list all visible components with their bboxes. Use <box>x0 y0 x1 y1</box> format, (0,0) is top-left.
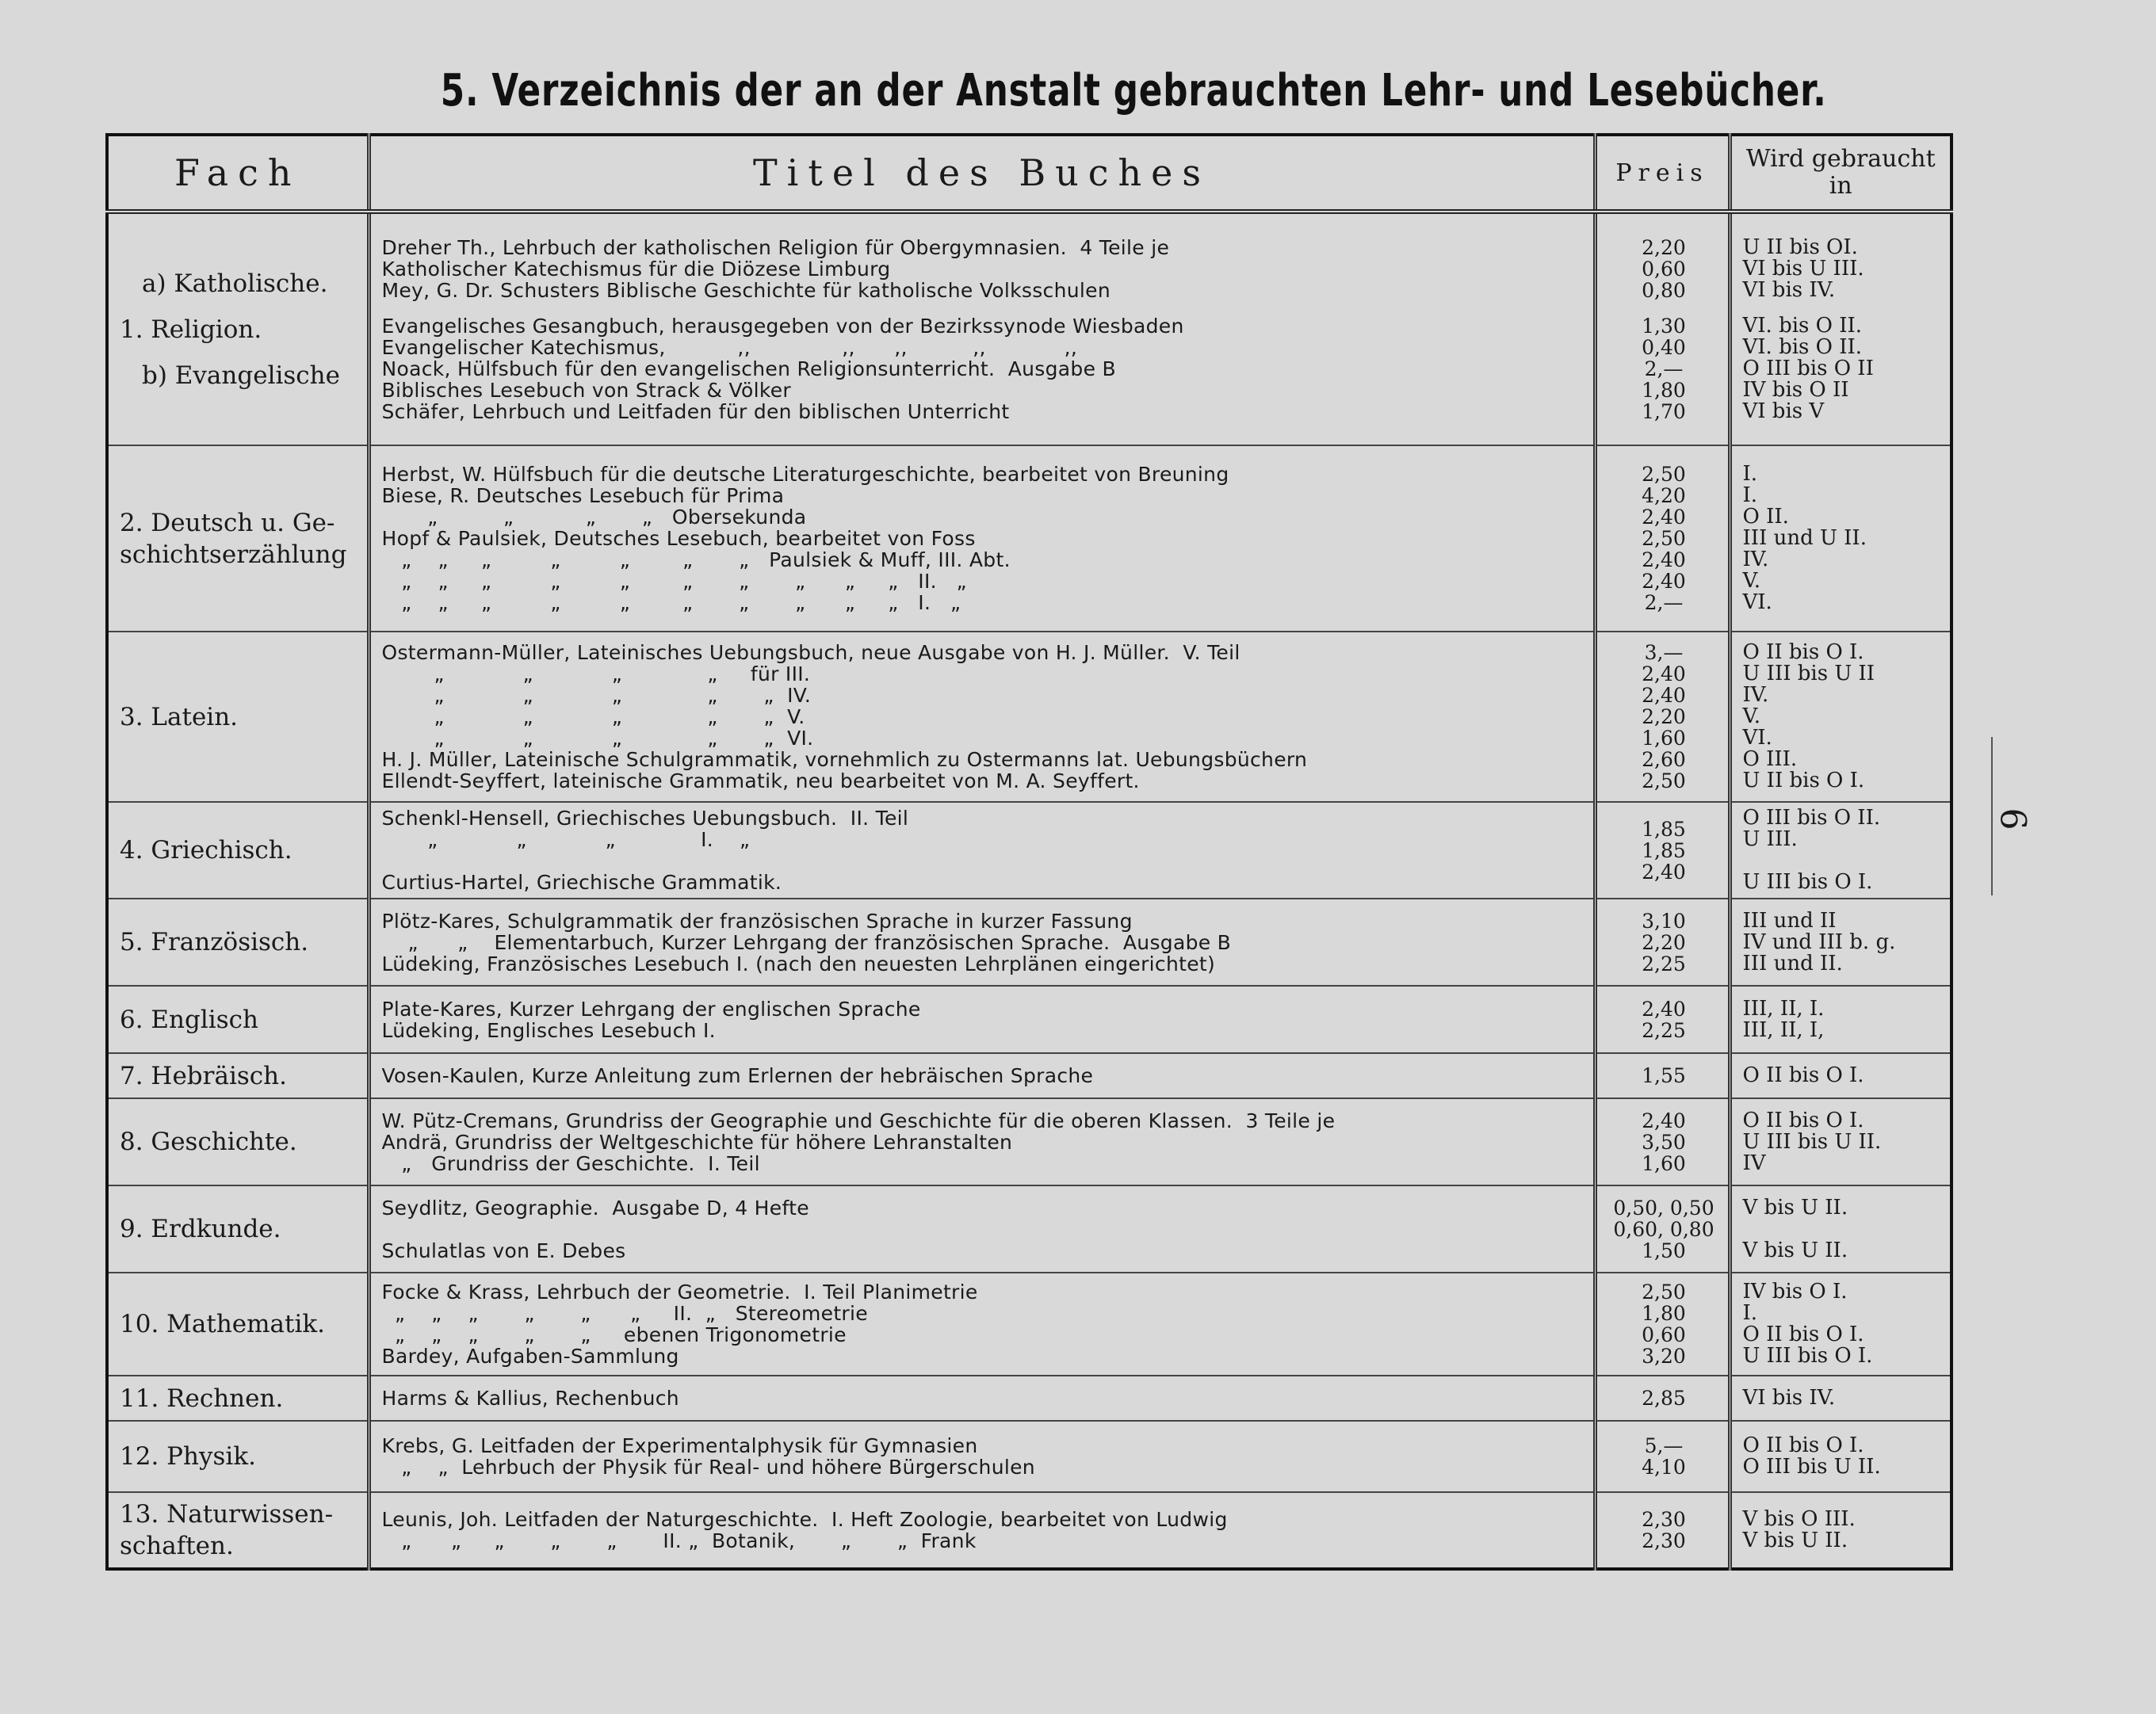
preis-line: 2,40 <box>1642 1109 1686 1132</box>
header-titel: Titel des Buches <box>369 135 1595 212</box>
fach-label: 2. Deutsch u. Ge- <box>120 508 335 537</box>
preis-line: 2,25 <box>1642 1018 1686 1042</box>
spacer <box>382 301 1585 315</box>
fach-label: 10. Mathematik. <box>120 1310 326 1338</box>
titel-line: Vosen-Kaulen, Kurze Anleitung zum Erlernen der hebräischen Sprache <box>381 1065 1094 1086</box>
titel-line: „ „ Lehrbuch der Physik für Real- und höhere Bürgerschulen <box>381 1456 1035 1478</box>
table-row <box>107 1185 1951 1273</box>
preis-line: 2,20 <box>1642 705 1686 728</box>
titel-line: Biblisches Lesebuch von Strack & Völker <box>381 379 791 401</box>
titel-line: Evangelisches Gesangbuch, herausgegeben von der Bezirkssynode Wiesbaden <box>381 315 1184 337</box>
preis-cell <box>1595 1376 1730 1421</box>
table-header-row <box>107 135 1951 212</box>
titel-cell <box>369 1376 1595 1421</box>
titel-cell <box>369 1098 1595 1185</box>
wird-line: V bis O III. <box>1742 1507 1856 1531</box>
preis-line: 4,20 <box>1642 484 1686 507</box>
titel-line: „ „ Elementarbuch, Kurzer Lehrgang der französischen Sprache. Ausgabe B <box>381 931 1232 953</box>
preis-line: 2,40 <box>1642 997 1686 1021</box>
spacer <box>1743 301 1943 315</box>
preis-line: 1,85 <box>1642 817 1686 841</box>
spacer <box>1743 850 1943 872</box>
fach-cell <box>107 1053 369 1098</box>
titel-line: „ „ „ „ Obersekunda <box>381 506 807 528</box>
fach-label: 7. Hebräisch. <box>120 1061 287 1090</box>
wird-line: V. <box>1742 569 1760 593</box>
wird-line: VI. <box>1742 726 1772 750</box>
preis-line: 2,85 <box>1642 1387 1686 1410</box>
table-body <box>107 212 1951 1569</box>
titel-line: Plötz-Kares, Schulgrammatik der französischen Sprache in kurzer Fassung <box>381 910 1133 932</box>
preis-line: 2,40 <box>1642 506 1686 529</box>
titel-line: „ „ „ „ „ VI. <box>381 727 814 749</box>
titel-line: Leunis, Joh. Leitfaden der Naturgeschichte. I. Heft Zoologie, bearbeitet von Ludwig <box>381 1509 1228 1530</box>
wird-cell <box>1730 632 1951 802</box>
wird-line: V bis U II. <box>1742 1529 1848 1552</box>
table-row <box>107 802 1951 899</box>
wird-line: VI bis U III. <box>1742 256 1864 281</box>
titel-line: Lüdeking, Englisches Lesebuch I. <box>381 1019 716 1041</box>
fach-label: 9. Erdkunde. <box>120 1215 281 1243</box>
fach-label: 12. Physik. <box>120 1442 256 1471</box>
preis-line: 0,60, 0,80 <box>1613 1217 1714 1241</box>
table-row <box>107 1376 1951 1421</box>
preis-line: 1,85 <box>1642 838 1686 862</box>
preis-line: 0,60 <box>1642 1323 1686 1346</box>
preis-line: 2,50 <box>1642 769 1686 792</box>
wird-line: U III bis O I. <box>1742 870 1873 894</box>
preis-line: 1,80 <box>1642 1302 1686 1325</box>
wird-line: III und II. <box>1742 951 1843 975</box>
titel-cell <box>369 1273 1595 1376</box>
titel-line: Krebs, G. Leitfaden der Experimentalphysik für Gymnasien <box>381 1435 978 1456</box>
wird-line: O III. <box>1742 747 1798 771</box>
preis-line: 2,40 <box>1642 860 1686 884</box>
titel-line: Schenkl-Hensell, Griechisches Uebungsbuch. II. Teil <box>381 807 909 829</box>
wird-line: U III. <box>1742 827 1798 851</box>
preis-cell <box>1595 802 1730 899</box>
titel-line: „ „ „ „ „ „ II. „ Stereometrie <box>381 1303 868 1324</box>
table-row <box>107 1421 1951 1492</box>
preis-line: 2,50 <box>1642 1281 1686 1304</box>
titel-line: Biese, R. Deutsches Lesebuch für Prima <box>381 485 785 506</box>
titel-line: „ „ „ I. „ <box>381 829 751 850</box>
wird-line <box>1743 1219 1943 1240</box>
preis-line: 1,60 <box>1642 727 1686 750</box>
wird-line: U II bis O I. <box>1742 769 1865 792</box>
preis-cell <box>1595 1053 1730 1098</box>
titel-line: Schulatlas von E. Debes <box>381 1239 626 1262</box>
wird-line: O III bis O II. <box>1742 806 1881 830</box>
preis-cell <box>1595 212 1730 445</box>
preis-line: 0,50, 0,50 <box>1613 1196 1714 1220</box>
preis-cell <box>1595 1098 1730 1185</box>
wird-line: IV bis O II <box>1742 377 1849 402</box>
wird-cell <box>1730 212 1951 445</box>
preis-cell <box>1595 1421 1730 1492</box>
preis-line: 1,70 <box>1642 399 1686 423</box>
preis-line: 2,40 <box>1642 570 1686 593</box>
fach-cell <box>107 632 369 802</box>
titel-line: Bardey, Aufgaben-Sammlung <box>381 1346 679 1367</box>
wird-line: I. <box>1742 462 1758 486</box>
wird-line: VI. bis O II. <box>1742 313 1863 338</box>
wird-line: O II. <box>1742 505 1789 529</box>
preis-line: 2,30 <box>1642 1508 1686 1531</box>
titel-line: Katholischer Katechismus für die Diözese Limburg <box>381 258 891 280</box>
titel-line <box>382 1219 1585 1240</box>
titel-line: „ „ „ „ „ „ „ Paulsiek & Muff, III. Abt. <box>381 549 1011 571</box>
wird-line: I. <box>1742 483 1758 507</box>
titel-line: Hopf & Paulsiek, Deutsches Lesebuch, bearbeitet von Foss <box>381 528 976 549</box>
preis-line: 1,60 <box>1642 1151 1686 1175</box>
wird-line: IV. <box>1742 683 1769 707</box>
titel-line: „ Grundriss der Geschichte. I. Teil <box>381 1152 760 1174</box>
preis-cell <box>1595 1185 1730 1273</box>
table-row <box>107 899 1951 986</box>
preis-line: 3,20 <box>1642 1345 1686 1368</box>
preis-line: 2,40 <box>1642 684 1686 707</box>
wird-line: III und II <box>1742 908 1837 933</box>
preis-line: 3,10 <box>1642 909 1686 933</box>
table-row <box>107 1492 1951 1569</box>
wird-cell <box>1730 986 1951 1053</box>
wird-cell <box>1730 1492 1951 1569</box>
titel-line: „ „ „ „ „ „ „ „ „ „ II. „ <box>381 571 967 592</box>
titel-line: „ „ „ „ „ V. <box>381 706 805 727</box>
titel-line: Ostermann-Müller, Lateinisches Uebungsbuch, neue Ausgabe von H. J. Müller. V. Teil <box>381 642 1240 663</box>
table-row <box>107 1273 1951 1376</box>
titel-line: Ellendt-Seyffert, lateinische Grammatik, neu bearbeitet von M. A. Seyffert. <box>381 770 1140 792</box>
wird-line: V. <box>1742 704 1760 728</box>
preis-line: 1,80 <box>1642 378 1686 402</box>
preis-cell <box>1595 1492 1730 1569</box>
preis-line: 2,30 <box>1642 1529 1686 1552</box>
titel-line: Mey, G. Dr. Schusters Biblische Geschichte für katholische Volksschulen <box>381 279 1110 301</box>
titel-cell <box>369 1492 1595 1569</box>
fach-cell <box>107 802 369 899</box>
wird-line: U II bis OI. <box>1742 235 1858 259</box>
wird-line: O III bis O II <box>1742 356 1874 380</box>
fach-label: 11. Rechnen. <box>120 1384 284 1413</box>
titel-line: „ „ „ „ „ ebenen Trigonometrie <box>381 1324 847 1346</box>
fach-label: 3. Latein. <box>120 702 239 731</box>
titel-cell <box>369 445 1595 632</box>
wird-line: IV und III b. g. <box>1742 930 1896 954</box>
titel-cell <box>369 1053 1595 1098</box>
preis-line: 5,— <box>1644 1434 1684 1457</box>
titel-line: Schäfer, Lehrbuch und Leitfaden für den biblischen Unterricht <box>381 400 1010 422</box>
wird-cell <box>1730 802 1951 899</box>
wird-line: IV <box>1742 1151 1766 1175</box>
wird-line: O II bis O I. <box>1742 1063 1864 1087</box>
table-row <box>107 986 1951 1053</box>
preis-line: 4,10 <box>1642 1456 1686 1479</box>
titel-cell <box>369 899 1595 986</box>
spacer <box>382 850 1585 872</box>
header-fach: Fach <box>107 135 369 212</box>
titel-line: W. Pütz-Cremans, Grundriss der Geographie und Geschichte für die oberen Klassen. 3 Teile je <box>381 1109 1336 1132</box>
wird-cell <box>1730 899 1951 986</box>
wird-line: O II bis O I. <box>1742 1433 1864 1457</box>
wird-line: IV bis O I. <box>1742 1280 1848 1304</box>
titel-line: Seydlitz, Geographie. Ausgabe D, 4 Hefte <box>381 1197 809 1219</box>
preis-line: 1,50 <box>1642 1239 1686 1262</box>
fach-label: schaften. <box>120 1532 234 1560</box>
wird-line: IV. <box>1742 548 1769 571</box>
fach-cell <box>107 1098 369 1185</box>
wird-cell <box>1730 1421 1951 1492</box>
preis-cell <box>1595 632 1730 802</box>
preis-line: 1,55 <box>1642 1064 1686 1087</box>
fach-cell <box>107 445 369 632</box>
wird-line: U III bis U II. <box>1742 1129 1882 1154</box>
preis-line: 2,— <box>1644 357 1684 380</box>
wird-line: V bis U II. <box>1742 1238 1848 1262</box>
titel-line: Herbst, W. Hülfsbuch für die deutsche Literaturgeschichte, bearbeitet von Breuning <box>381 464 1229 485</box>
preis-line: 1,30 <box>1642 314 1686 338</box>
wird-cell <box>1730 1185 1951 1273</box>
book-table <box>105 133 1953 1571</box>
wird-line: VI bis V <box>1742 399 1825 423</box>
fach-cell <box>107 1421 369 1492</box>
wird-line: U III bis O I. <box>1742 1344 1873 1368</box>
header-wird: Wird gebraucht in <box>1730 135 1951 212</box>
preis-line: 2,40 <box>1642 548 1686 571</box>
preis-line: 0,80 <box>1642 278 1686 302</box>
titel-cell <box>369 632 1595 802</box>
preis-line: 2,20 <box>1642 235 1686 259</box>
wird-line: III und U II. <box>1742 526 1867 550</box>
fach-label: a) Katholische. <box>142 269 328 298</box>
titel-cell <box>369 1185 1595 1273</box>
titel-cell <box>369 1421 1595 1492</box>
titel-line: Dreher Th., Lehrbuch der katholischen Religion für Obergymnasien. 4 Teile je <box>381 236 1170 258</box>
fach-label: 6. Englisch <box>120 1005 258 1034</box>
titel-line: Evangelischer Katechismus, ,, ,, ,, ,, ,, <box>381 336 1078 358</box>
wird-cell <box>1730 1273 1951 1376</box>
fach-cell <box>107 899 369 986</box>
titel-line: Lüdeking, Französisches Lesebuch I. (nach den neuesten Lehrplänen eingerichtet) <box>381 952 1216 975</box>
titel-line: Harms & Kallius, Rechenbuch <box>381 1388 679 1409</box>
wird-line: O II bis O I. <box>1742 1323 1864 1346</box>
preis-line: 0,40 <box>1642 335 1686 359</box>
titel-line: „ „ „ „ „ II. „ Botanik, „ „ Frank <box>381 1530 977 1552</box>
titel-line: Andrä, Grundriss der Weltgeschichte für höhere Lehranstalten <box>381 1131 1013 1153</box>
table-row <box>107 1053 1951 1098</box>
titel-line: „ „ „ „ für III. <box>381 663 811 685</box>
table-row <box>107 632 1951 802</box>
preis-line: 2,60 <box>1642 748 1686 771</box>
wird-line: O III bis U II. <box>1742 1455 1881 1479</box>
header-preis: Preis <box>1595 135 1730 212</box>
wird-line: VI. bis O II. <box>1742 334 1863 359</box>
wird-line: O II bis O I. <box>1742 640 1864 664</box>
fach-cell <box>107 212 369 445</box>
wird-line: VI bis IV. <box>1742 1386 1836 1410</box>
titel-cell <box>369 802 1595 899</box>
preis-line: 2,40 <box>1642 662 1686 685</box>
preis-cell <box>1595 445 1730 632</box>
fach-label: 4. Griechisch. <box>120 836 292 865</box>
preis-line: 2,— <box>1644 591 1684 614</box>
wird-cell <box>1730 1376 1951 1421</box>
wird-line: VI. <box>1742 590 1772 614</box>
fach-label: schichtserzählung <box>120 540 347 569</box>
wird-line: U III bis U II <box>1742 662 1875 685</box>
preis-cell <box>1595 986 1730 1053</box>
wird-line: VI bis IV. <box>1742 277 1836 302</box>
titel-line: Curtius-Hartel, Griechische Grammatik. <box>381 872 782 893</box>
preis-line: 3,50 <box>1642 1130 1686 1154</box>
titel-line: „ „ „ „ „ IV. <box>381 685 812 706</box>
fach-cell <box>107 1273 369 1376</box>
fach-label: b) Evangelische <box>142 361 340 390</box>
page-number: 6 <box>1992 807 2033 830</box>
spacer <box>1608 301 1720 315</box>
fach-label: 1. Religion. <box>120 315 262 344</box>
titel-line: „ „ „ „ „ „ „ „ „ „ I. „ <box>381 592 961 613</box>
preis-cell <box>1595 899 1730 986</box>
wird-line: V bis U II. <box>1742 1195 1848 1220</box>
table-row <box>107 1098 1951 1185</box>
wird-line: O II bis O I. <box>1742 1108 1864 1132</box>
preis-line: 3,— <box>1644 641 1684 664</box>
fach-label: 8. Geschichte. <box>120 1128 297 1156</box>
titel-line: Focke & Krass, Lehrbuch der Geometrie. I. Teil Planimetrie <box>381 1281 978 1303</box>
fach-cell <box>107 1492 369 1569</box>
preis-line: 0,60 <box>1642 257 1686 281</box>
titel-line: Noack, Hülfsbuch für den evangelischen Religionsunterricht. Ausgabe B <box>381 357 1116 380</box>
titel-line: Plate-Kares, Kurzer Lehrgang der englischen Sprache <box>381 998 921 1020</box>
fach-label: 13. Naturwissen- <box>120 1500 334 1529</box>
titel-cell <box>369 212 1595 445</box>
preis-line: 2,50 <box>1642 527 1686 550</box>
wird-cell <box>1730 445 1951 632</box>
wird-cell <box>1730 1098 1951 1185</box>
table-row <box>107 212 1951 445</box>
preis-line: 2,50 <box>1642 463 1686 486</box>
titel-line: H. J. Müller, Lateinische Schulgrammatik, vornehmlich zu Ostermanns lat. Uebungsbüchern <box>381 749 1308 770</box>
fach-cell <box>107 1185 369 1273</box>
wird-line: I. <box>1742 1301 1758 1325</box>
wird-line: III, II, I, <box>1742 1017 1825 1042</box>
fach-label: 5. Französisch. <box>120 928 309 956</box>
preis-cell <box>1595 1273 1730 1376</box>
page-title: 5. Verzeichnis der an der Anstalt gebrauchten Lehr- und Lesebücher. <box>440 65 1827 116</box>
fach-cell <box>107 986 369 1053</box>
wird-cell <box>1730 1053 1951 1098</box>
titel-cell <box>369 986 1595 1053</box>
preis-line: 2,25 <box>1642 952 1686 975</box>
table-row <box>107 445 1951 632</box>
fach-cell <box>107 1376 369 1421</box>
wird-line: III, II, I. <box>1742 996 1825 1021</box>
preis-line: 2,20 <box>1642 930 1686 954</box>
